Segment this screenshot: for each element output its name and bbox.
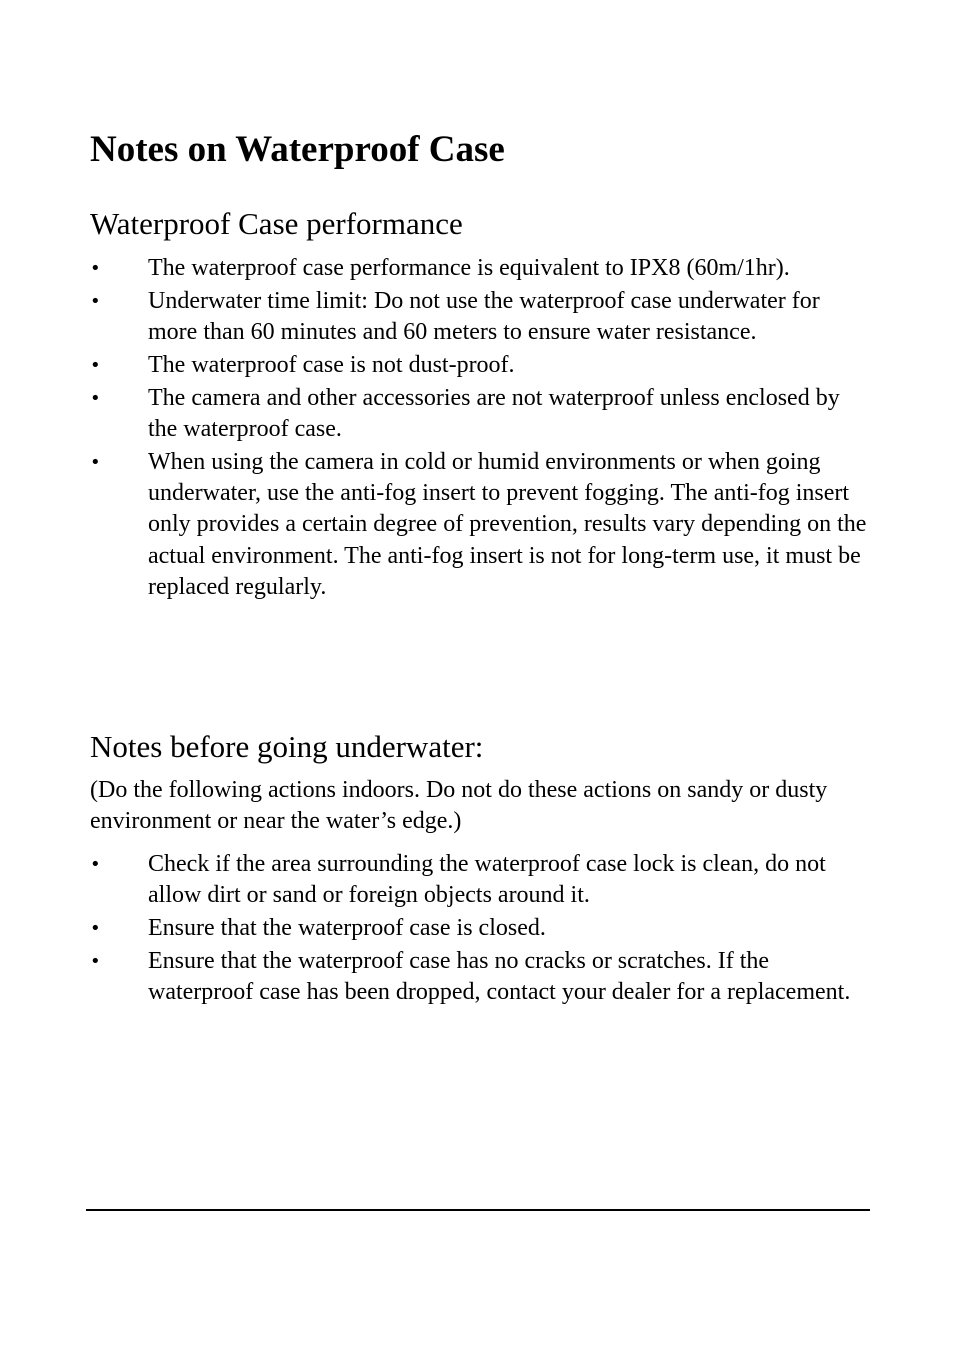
list-item xyxy=(90,447,870,603)
bullet-icon: • xyxy=(90,387,101,409)
section-heading-before-underwater: Notes before going underwater: xyxy=(90,729,484,764)
list-item xyxy=(90,350,870,381)
list-item xyxy=(90,946,870,1009)
bullet-icon: • xyxy=(90,354,101,376)
bullet-icon: • xyxy=(90,854,101,875)
list-item xyxy=(90,383,870,446)
bullet-icon: • xyxy=(90,918,101,940)
list-item-text: The waterproof case is not dust-proof. xyxy=(148,351,515,378)
page-title: Notes on Waterproof Case xyxy=(90,129,505,170)
bullet-icon: • xyxy=(90,290,101,312)
section-heading-performance: Waterproof Case performance xyxy=(90,206,463,241)
list-item-text: Ensure that the waterproof case is closed. xyxy=(148,915,546,942)
list-item xyxy=(90,253,870,284)
list-item-text: When using the camera in cold or humid environments or when going underwater, use the anti-fog insert to prevent fogging. The anti-fog insert only provides a certain degree of prevention, results vary depending on the actual environment. The anti-fog insert is not for long-term use, it must be replaced regularly. xyxy=(148,448,867,600)
list-item-text: The camera and other accessories are not waterproof unless enclosed by the waterproof case. xyxy=(148,384,840,442)
bullet-icon: • xyxy=(90,451,101,473)
list-item xyxy=(90,913,870,944)
list-item-text: The waterproof case performance is equivalent to IPX8 (60m/1hr). xyxy=(148,255,790,281)
list-item-text: Underwater time limit: Do not use the waterproof case underwater for more than 60 minutes and 60 meters to ensure water resistance. xyxy=(148,287,820,346)
list-item xyxy=(90,286,870,349)
list-item-text: Ensure that the waterproof case has no cracks or scratches. If the waterproof case has been dropped, contact your dealer for a replacement. xyxy=(148,947,851,1006)
document-page xyxy=(90,0,870,1350)
section-intro: (Do the following actions indoors. Do not do these actions on sandy or dusty environment or near the water’s edge.) xyxy=(90,777,828,834)
list-item xyxy=(90,849,870,912)
list-item-text: Check if the area surrounding the waterproof case lock is clean, do not allow dirt or sand or foreign objects around it. xyxy=(148,851,826,909)
before-underwater-list xyxy=(90,849,870,1010)
footer-divider xyxy=(86,1209,870,1211)
performance-list xyxy=(90,253,870,605)
bullet-icon: • xyxy=(90,258,101,279)
bullet-icon: • xyxy=(90,950,101,972)
